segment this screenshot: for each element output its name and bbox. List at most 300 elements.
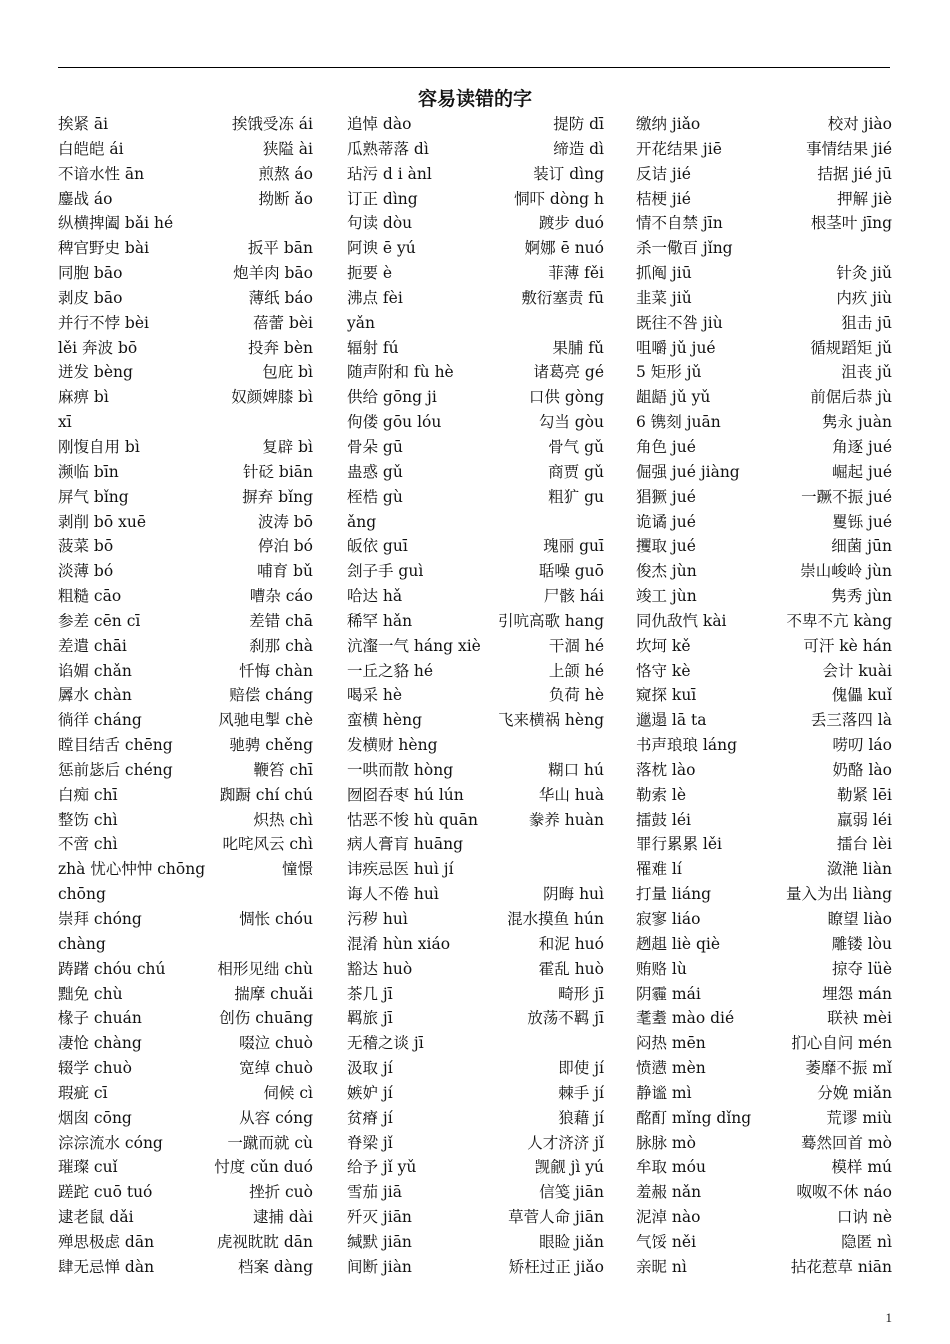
word-entry: 内疚 jiù: [836, 288, 892, 307]
entry-line: [347, 1031, 604, 1056]
word-entry: 烟囱 cōng: [58, 1108, 132, 1127]
word-entry: 可汗 kè hán: [803, 636, 892, 655]
word-entry: 情不自禁 jīn: [636, 214, 723, 233]
word-entry: 一蹶不振 jué: [801, 487, 892, 506]
word-entry: 愤懑 mèn: [636, 1059, 706, 1078]
entry-line: [347, 385, 604, 410]
entry-line: [58, 286, 313, 311]
word-entry: 玷污 d i ànl: [347, 164, 432, 183]
word-entry: 循规蹈矩 jǔ: [810, 338, 892, 357]
word-entry: 瞭望 liào: [827, 910, 892, 928]
entry-line: [58, 857, 313, 882]
word-entry: 雕镂 lòu: [831, 934, 892, 953]
entry-line: [58, 559, 313, 584]
word-entry: 歼灭 jiān: [347, 1208, 412, 1227]
entry-line: [58, 435, 313, 460]
word-entry: 濒临 bīn: [58, 462, 119, 481]
column-1: [58, 112, 313, 1280]
entry-line: [347, 808, 604, 833]
word-entry: 薄纸 báo: [248, 288, 313, 307]
word-entry: 罹难 lí: [636, 860, 682, 879]
word-entry: 校对 jiào: [827, 115, 892, 133]
word-entry: 俊杰 jùn: [636, 562, 697, 581]
word-entry: 凄怆 chàng: [58, 1034, 142, 1053]
word-entry: 草菅人命 jiān: [508, 1208, 604, 1227]
entry-line: [636, 882, 892, 907]
word-entry: 刹那 chà: [249, 636, 313, 655]
word-entry: 豢养 huàn: [528, 810, 604, 829]
word-entry: 瑕疵 cī: [58, 1083, 108, 1102]
word-entry: 咀嚼 jǔ jué: [636, 338, 716, 357]
word-entry: 羞赧 nǎn: [636, 1183, 702, 1202]
entry-line: [58, 360, 313, 385]
word-entry: 隽永 juàn: [822, 413, 892, 432]
word-entry: 辐射 fú: [347, 338, 399, 357]
entry-line: [347, 683, 604, 708]
entry-line: [58, 832, 313, 857]
word-entry: 上颌 hé: [548, 661, 604, 680]
entry-line: [347, 1205, 604, 1230]
entry-line: [347, 932, 604, 957]
entry-line: [347, 1155, 604, 1180]
entry-line: [636, 1230, 892, 1255]
word-entry: 骨朵 gū: [347, 437, 403, 456]
entry-line: [58, 708, 313, 733]
entry-line: [636, 137, 892, 162]
word-entry: 牟取 móu: [636, 1158, 706, 1177]
entry-line: [636, 187, 892, 212]
word-entry: 煎熬 áo: [258, 164, 313, 183]
entry-line: [58, 1255, 313, 1280]
word-entry: 扪心自问 mén: [791, 1034, 892, 1053]
word-entry: 既往不咎 jiù: [636, 313, 723, 332]
entry-line: [58, 510, 313, 535]
entry-line: [636, 708, 892, 733]
word-entry: 隽秀 jùn: [831, 587, 892, 606]
entry-line: [636, 1255, 892, 1280]
word-entry: 分娩 miǎn: [817, 1083, 892, 1102]
word-entry: 韭菜 jiǔ: [636, 288, 692, 307]
entry-line: [636, 982, 892, 1007]
word-entry: 相形见绌 chù: [217, 959, 313, 978]
word-entry: 黜免 chù: [58, 984, 123, 1003]
word-entry: 扼要 è: [347, 264, 393, 283]
word-entry: 狼藉 jí: [558, 1108, 604, 1127]
word-entry: 蛊惑 gǔ: [347, 462, 403, 481]
entry-line: [58, 982, 313, 1007]
entry-line: [58, 1006, 313, 1031]
entry-line: [347, 857, 604, 882]
entry-line: [58, 187, 313, 212]
entry-line: [636, 211, 892, 236]
word-entry: 忖度 cǔn duó: [214, 1158, 313, 1177]
word-entry: 踱步 duó: [538, 214, 604, 233]
word-entry: 瑰丽 guī: [543, 537, 604, 556]
word-entry: 挫折 cuò: [249, 1183, 313, 1202]
word-entry: 缴纳 jiǎo: [636, 115, 701, 133]
entry-line: [636, 1106, 892, 1131]
entry-line: [58, 1205, 313, 1230]
entry-line: [58, 534, 313, 559]
entry-line: [58, 1056, 313, 1081]
entry-line: [58, 932, 313, 957]
word-entry: 耄耋 mào dié: [636, 1009, 735, 1028]
word-entry: 敷衍塞责 fū: [521, 288, 604, 307]
word-entry: chàng: [58, 934, 106, 953]
entry-line: [636, 783, 892, 808]
entry-line: [636, 683, 892, 708]
word-entry: 糊口 hú: [548, 760, 604, 779]
word-entry: 纵横捭阖 bǎi hé: [58, 214, 174, 233]
word-entry: 病人膏肓 huāng: [347, 835, 464, 854]
word-entry: 负荷 hè: [548, 686, 604, 705]
word-entry: 书声琅琅 láng: [636, 736, 738, 755]
word-entry: 聒噪 guō: [538, 562, 604, 581]
word-entry: 押解 jiè: [837, 189, 892, 208]
entry-line: [347, 112, 604, 137]
word-entry: 瞠目结舌 chēng: [58, 736, 173, 755]
entry-line: [58, 808, 313, 833]
entry-line: [347, 1255, 604, 1280]
word-entry: 讳疾忌医 huì jí: [347, 860, 454, 879]
entry-line: [636, 808, 892, 833]
entry-line: [636, 1081, 892, 1106]
word-entry: 蓦然回首 mò: [801, 1133, 892, 1152]
entry-line: [58, 584, 313, 609]
word-entry: 刽子手 guì: [347, 562, 424, 581]
entry-line: [347, 187, 604, 212]
word-entry: 崇山峻岭 jùn: [800, 562, 892, 581]
word-entry: lěi 奔波 bō: [58, 338, 138, 357]
word-entry: 档案 dàng: [238, 1257, 313, 1276]
word-entry: 崛起 jué: [832, 462, 892, 481]
word-entry: 嘈杂 cáo: [249, 587, 313, 606]
word-entry: 阴霾 mái: [636, 984, 701, 1003]
word-entry: 针灸 jiǔ: [836, 264, 892, 283]
word-entry: 啜泣 chuò: [239, 1034, 313, 1053]
word-entry: 口讷 nè: [836, 1208, 892, 1227]
word-entry: 窥探 kuī: [636, 686, 697, 705]
word-entry: 踟蹰 chí chú: [219, 785, 313, 804]
word-entry: yǎn: [347, 313, 375, 332]
page-title: 容易读错的字: [417, 88, 532, 110]
word-entry: 干涸 hé: [548, 636, 604, 655]
entry-line: [636, 112, 892, 137]
word-entry: 即使 jí: [558, 1059, 604, 1078]
entry-line: [58, 1131, 313, 1156]
word-entry: 菲薄 fěi: [548, 264, 604, 283]
entry-line: [636, 510, 892, 535]
word-entry: 寂寥 liáo: [636, 910, 701, 928]
entry-line: [347, 1106, 604, 1131]
word-entry: 伺候 cì: [263, 1083, 313, 1102]
word-entry: 桔梗 jié: [636, 189, 691, 208]
word-entry: 扳平 bān: [247, 239, 313, 258]
word-entry: 眼睑 jiǎn: [539, 1232, 604, 1251]
word-entry: 缔造 dì: [553, 139, 604, 158]
entry-line: [347, 1006, 604, 1031]
word-entry: 无稽之谈 jī: [347, 1034, 424, 1053]
word-entry: 蓓蕾 bèi: [253, 313, 313, 332]
word-entry: chōng: [58, 885, 106, 904]
word-entry: 停泊 bó: [257, 537, 313, 556]
entry-line: [347, 659, 604, 684]
word-entry: 白皑皑 ái: [58, 139, 124, 158]
word-entry: 酩酊 mǐng dǐng: [636, 1108, 752, 1127]
entry-line: [58, 758, 313, 783]
word-entry: 炽热 chì: [253, 810, 313, 829]
word-entry: 狙击 jū: [841, 313, 892, 332]
word-entry: 椽子 chuán: [58, 1009, 142, 1028]
word-entry: 根茎叶 jīng: [810, 214, 892, 233]
word-entry: 淡薄 bó: [58, 562, 114, 581]
entry-line: [636, 659, 892, 684]
entry-line: [58, 485, 313, 510]
word-entry: 角色 jué: [636, 437, 696, 456]
entry-line: [636, 907, 892, 932]
word-entry: 虎视眈眈 dān: [216, 1232, 313, 1251]
word-entry: 桎梏 gù: [347, 487, 403, 506]
word-entry: 打量 liáng: [636, 885, 711, 904]
entry-line: [636, 1205, 892, 1230]
entry-line: [347, 783, 604, 808]
entry-line: [636, 236, 892, 261]
entry-line: [636, 286, 892, 311]
word-entry: 不啻 chì: [58, 835, 118, 854]
entry-line: [636, 832, 892, 857]
word-entry: 事情结果 jié: [806, 139, 892, 158]
entry-line: [58, 882, 313, 907]
word-entry: 觊觎 jì yú: [534, 1158, 604, 1177]
word-entry: 包庇 bì: [262, 363, 313, 382]
word-entry: 婀娜 ē nuó: [524, 239, 604, 258]
word-entry: 龃龉 jǔ yǔ: [636, 388, 711, 407]
word-entry: 勒紧 lēi: [836, 785, 892, 804]
word-entry: 差错 chā: [249, 611, 313, 630]
entry-line: [58, 683, 313, 708]
entry-line: [58, 112, 313, 137]
word-entry: 摒弃 bǐng: [242, 487, 313, 506]
word-entry: 皈依 guī: [347, 537, 408, 556]
word-entry: 唠叨 láo: [832, 736, 892, 755]
word-entry: 尸骸 hái: [543, 587, 604, 606]
word-entry: 缄默 jiān: [347, 1232, 412, 1251]
entry-line: [636, 1056, 892, 1081]
word-entry: 憧憬: [281, 860, 313, 879]
entry-line: [58, 659, 313, 684]
word-entry: 汲取 jí: [347, 1059, 393, 1078]
entry-line: [58, 609, 313, 634]
word-entry: 棘手 jí: [558, 1083, 604, 1102]
word-entry: 剥削 bō xuē: [58, 512, 147, 531]
word-entry: 萎靡不振 mǐ: [805, 1059, 892, 1078]
word-entry: 发横财 hèng: [347, 736, 438, 755]
word-entry: 赔偿 cháng: [229, 686, 313, 705]
word-entry: 粗糙 cāo: [58, 587, 122, 606]
entry-line: [636, 957, 892, 982]
entry-line: [636, 1031, 892, 1056]
column-3: [636, 112, 892, 1280]
word-entry: 擂台 lèi: [836, 835, 892, 854]
entry-line: [58, 137, 313, 162]
word-entry: 哈达 hǎ: [347, 587, 403, 606]
word-entry: 6 镌刻 juān: [636, 413, 721, 432]
entry-line: [636, 311, 892, 336]
word-entry: 脊梁 jǐ: [347, 1133, 393, 1152]
entry-line: [58, 1081, 313, 1106]
entry-line: [347, 907, 604, 932]
word-entry: 霍乱 huò: [538, 959, 604, 978]
word-entry: 瓜熟蒂落 dì: [347, 139, 429, 158]
entry-line: [58, 907, 313, 932]
word-entry: 波涛 bō: [257, 512, 313, 531]
word-entry: 埋怨 mán: [822, 984, 892, 1003]
word-entry: 诲人不倦 huì: [347, 885, 439, 904]
word-entry: 稗官野史 bài: [58, 239, 150, 258]
entry-line: [347, 1081, 604, 1106]
word-entry: 复辟 bì: [262, 437, 313, 456]
entry-line: [347, 485, 604, 510]
word-entry: 茶几 jī: [347, 984, 393, 1003]
word-entry: 坎坷 kě: [636, 636, 691, 655]
word-entry: 肆无忌惮 dàn: [58, 1257, 155, 1276]
word-entry: 畸形 jī: [558, 984, 604, 1003]
word-entry: 模样 mú: [831, 1158, 892, 1177]
word-entry: 忏悔 chàn: [239, 661, 313, 680]
word-entry: 口供 gòng: [528, 388, 604, 407]
word-entry: 差遣 chāi: [58, 636, 127, 655]
entry-line: [58, 1031, 313, 1056]
word-entry: 泥淖 nào: [636, 1208, 701, 1227]
entry-line: [347, 832, 604, 857]
word-entry: 引吭高歌 hang: [497, 611, 604, 630]
entry-line: [347, 708, 604, 733]
word-entry: 惩前毖后 chéng: [58, 760, 173, 779]
word-entry: 辍学 chuò: [58, 1059, 132, 1078]
word-entry: 炮羊肉 bāo: [233, 264, 313, 283]
word-entry: 角逐 jué: [832, 437, 892, 456]
entry-line: [58, 311, 313, 336]
entry-line: [58, 1180, 313, 1205]
entry-line: [347, 559, 604, 584]
word-entry: 佝偻 gōu lóu: [347, 413, 442, 432]
word-entry: 间断 jiàn: [347, 1257, 412, 1276]
word-entry: 惆怅 chóu: [239, 910, 313, 928]
entry-line: [347, 584, 604, 609]
entry-line: [58, 460, 313, 485]
word-entry: 细菌 jūn: [831, 537, 892, 556]
entry-line: [636, 435, 892, 460]
word-entry: 信笺 jiān: [539, 1183, 604, 1202]
word-entry: 羁旅 jī: [347, 1009, 393, 1028]
word-entry: 崇拜 chóng: [58, 910, 142, 928]
word-entry: 投奔 bèn: [247, 338, 313, 357]
word-entry: 挨饿受冻 ái: [231, 115, 313, 133]
entry-line: [58, 957, 313, 982]
word-entry: 整饬 chì: [58, 810, 118, 829]
word-entry: 同胞 bāo: [58, 264, 123, 283]
word-entry: 攫取 jué: [636, 537, 696, 556]
word-entry: 屏气 bǐng: [58, 487, 129, 506]
word-entry: 针砭 biān: [242, 462, 313, 481]
word-entry: 羼水 chàn: [58, 686, 132, 705]
word-entry: 拮据 jié jū: [817, 164, 892, 183]
word-entry: 订正 dìng: [347, 189, 418, 208]
entry-line: [636, 584, 892, 609]
word-entry: 奴颜婢膝 bì: [231, 388, 313, 407]
word-entry: 拗断 ǎo: [258, 189, 313, 208]
word-entry: 揣摩 chuǎi: [234, 984, 313, 1003]
word-entry: 勾当 gòu: [538, 413, 604, 432]
entry-line: [58, 1106, 313, 1131]
entry-line: [636, 609, 892, 634]
word-entry: 倔强 jué jiàng: [636, 462, 740, 481]
word-entry: 联袂 mèi: [827, 1009, 892, 1028]
word-entry: 猖獗 jué: [636, 487, 696, 506]
word-entry: 哺育 bǔ: [257, 562, 313, 581]
word-entry: 竣工 jùn: [636, 587, 697, 606]
entry-line: [347, 1056, 604, 1081]
entry-line: [58, 783, 313, 808]
entry-line: [636, 758, 892, 783]
word-entry: 给予 jǐ yǔ: [347, 1158, 417, 1177]
word-entry: 亲昵 nì: [636, 1257, 687, 1276]
word-entry: 飞来横祸 hèng: [498, 711, 604, 730]
entry-line: [636, 336, 892, 361]
word-entry: 鏖战 áo: [58, 189, 113, 208]
entry-line: [347, 609, 604, 634]
word-entry: 呶呶不休 náo: [796, 1183, 892, 1202]
entry-line: [636, 385, 892, 410]
entry-line: [347, 634, 604, 659]
word-entry: 一丘之貉 hé: [347, 661, 434, 680]
entry-line: [636, 534, 892, 559]
word-entry: 剥皮 bāo: [58, 288, 123, 307]
word-entry: 稀罕 hǎn: [347, 611, 413, 630]
entry-line: [636, 1155, 892, 1180]
word-entry: 贫瘠 jí: [347, 1108, 393, 1127]
word-entry: 骨气 gǔ: [548, 437, 604, 456]
entry-line: [347, 311, 604, 336]
entry-line: [347, 460, 604, 485]
entry-line: [58, 410, 313, 435]
word-entry: ǎng: [347, 512, 377, 531]
entry-line: [347, 261, 604, 286]
entry-line: [347, 733, 604, 758]
word-entry: 雪茄 jiā: [347, 1183, 402, 1202]
word-entry: 贿赂 lù: [636, 959, 687, 978]
word-entry: 羸弱 léi: [836, 810, 892, 829]
word-entry: 璀璨 cuǐ: [58, 1158, 118, 1177]
word-entry: 沆瀣一气 háng xiè: [347, 636, 481, 655]
word-entry: 一蹴而就 cù: [227, 1133, 313, 1152]
entry-line: [347, 1131, 604, 1156]
entry-line: [347, 758, 604, 783]
word-entry: 脉脉 mò: [636, 1133, 696, 1152]
word-entry: 沮丧 jǔ: [841, 363, 892, 382]
entry-line: [636, 1131, 892, 1156]
word-entry: 淙淙流水 cóng: [58, 1133, 163, 1152]
word-entry: 供给 gōng ji: [347, 388, 437, 407]
word-entry: 勒索 lè: [636, 785, 687, 804]
entry-line: [636, 410, 892, 435]
word-entry: 矫枉过正 jiǎo: [508, 1257, 604, 1276]
word-entry: 前倨后恭 jù: [810, 388, 892, 407]
word-entry: 不谙水性 ān: [58, 164, 145, 183]
word-entry: 开花结果 jiē: [636, 139, 722, 158]
word-entry: 不卑不亢 kàng: [786, 611, 892, 630]
word-entry: 奶酪 lào: [832, 760, 892, 779]
